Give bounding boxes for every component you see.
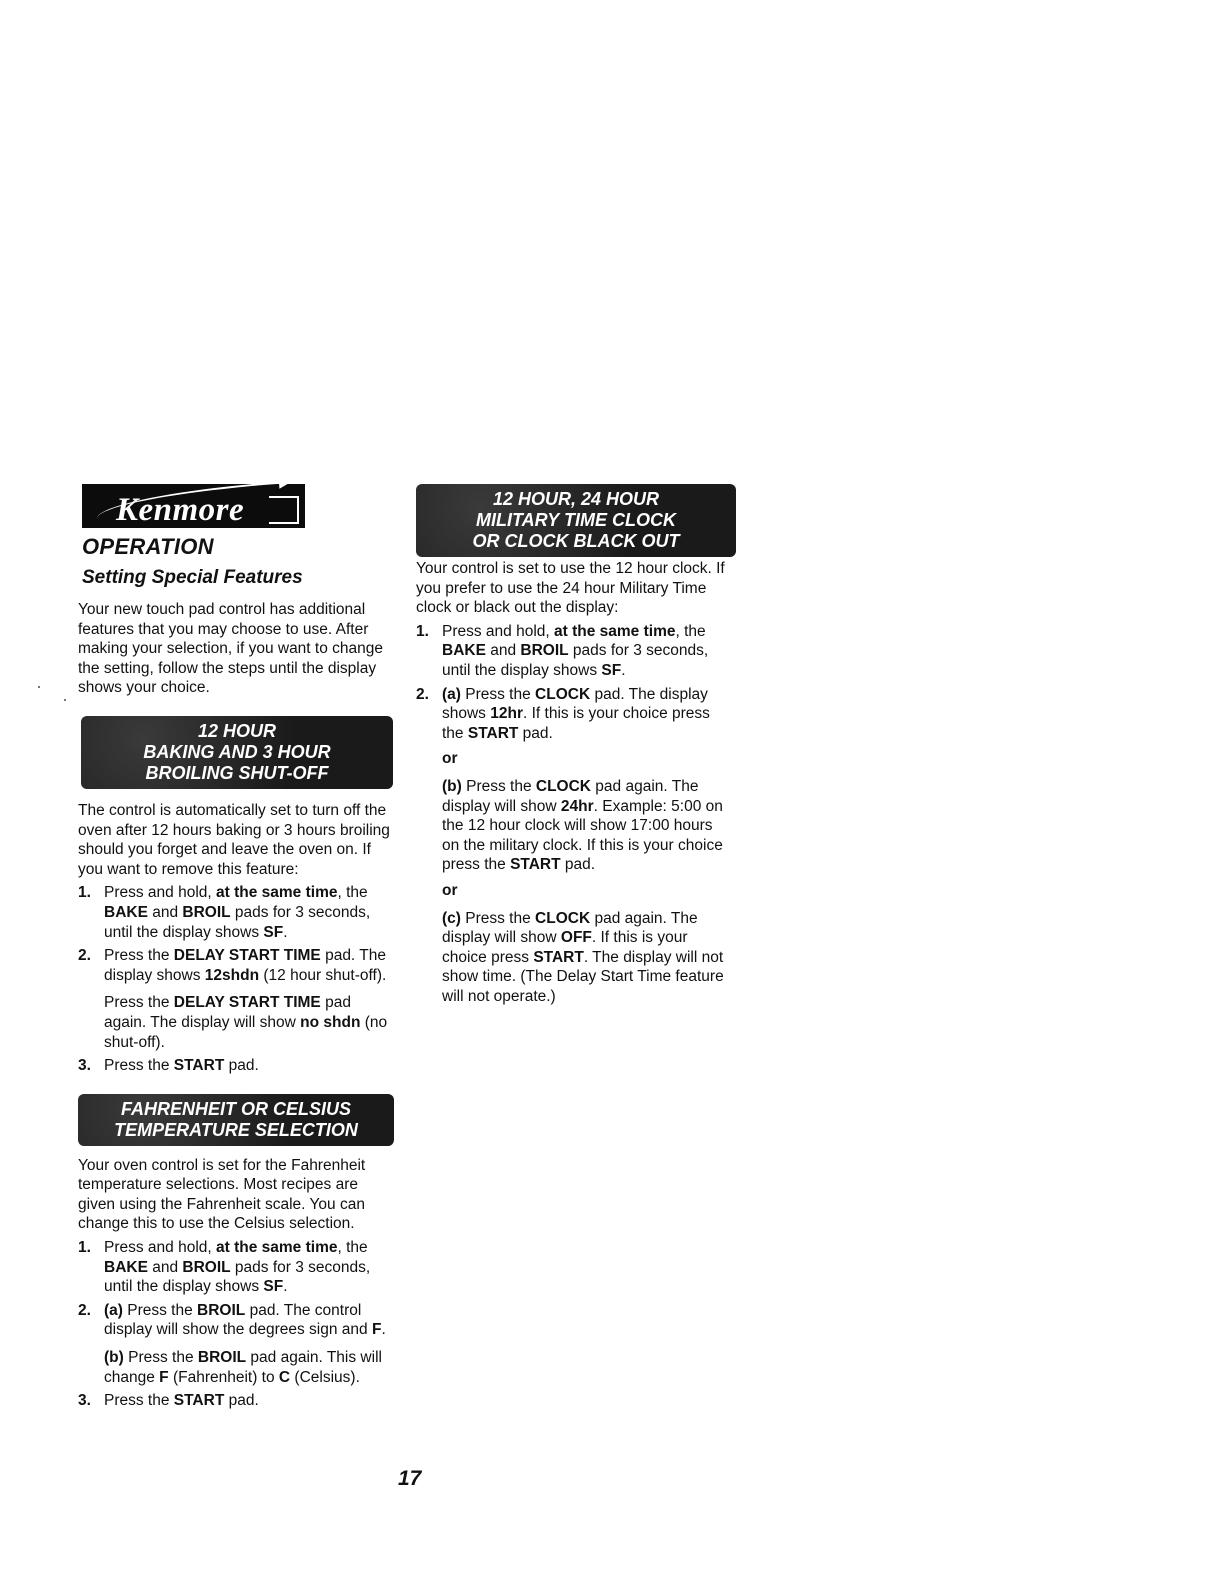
step-text: and (147, 903, 183, 921)
pad-name: START (173, 1057, 225, 1075)
pad-name: BROIL (182, 903, 231, 921)
step-text: (12 hour shut-off). (259, 966, 387, 984)
pad-name: CLOCK (535, 777, 591, 795)
sub-step-label: (b) (104, 1349, 124, 1367)
kenmore-logo (82, 484, 305, 528)
step-text: Press the (104, 947, 174, 965)
step-text: pad. (560, 856, 596, 874)
display-code: OFF (560, 929, 592, 947)
temperature-banner (78, 1094, 394, 1146)
step-text: Press the (104, 1057, 174, 1075)
banner-line: FAHRENHEIT OR CELSIUS (120, 1098, 352, 1119)
clock-paragraph: Your control is set to use the 12 hour clock. If you prefer to use the 24 hour Military Time clock or black out the display: (416, 560, 725, 617)
step-text: . The display will not show time. (The Delay Start Time feature will not operate.) (442, 948, 724, 1005)
display-code: C (278, 1368, 291, 1386)
clock-banner (416, 484, 736, 557)
right-column (416, 484, 734, 1006)
sub-step-label: (b) (442, 777, 462, 795)
step-text: Press the (460, 685, 536, 703)
step-emphasis: at the same time (216, 884, 338, 902)
pad-name: BAKE (104, 903, 148, 921)
step-text: pad again. The display will show (442, 777, 699, 815)
shutoff-step-2 (78, 946, 396, 1052)
step-text: Press and hold, (104, 1239, 217, 1257)
display-code: SF (263, 1278, 284, 1296)
step-text: (no shut-off). (104, 1013, 388, 1051)
display-code: 12shdn (204, 966, 260, 984)
step-text: pad. (518, 724, 553, 742)
temperature-step-1 (78, 1238, 396, 1297)
pad-name: BAKE (442, 642, 486, 660)
temperature-steps (78, 1238, 396, 1411)
step-number: 1. (78, 1239, 91, 1257)
or-separator: or (442, 750, 458, 768)
step-number: 2. (78, 1301, 91, 1319)
banner-line: 12 HOUR, 24 HOUR (492, 489, 660, 509)
pad-name: DELAY START TIME (173, 947, 321, 965)
display-code: SF (601, 661, 622, 679)
step-text: pad. The display shows (104, 947, 386, 984)
step-text: Press the (461, 777, 536, 795)
temperature-step-2b (104, 1348, 396, 1387)
step-text: . If this is your choice press (442, 929, 688, 966)
step-text: . (621, 661, 626, 679)
clock-step-2c (442, 909, 734, 1007)
pad-name: START (467, 724, 519, 742)
step-text: , the (337, 884, 368, 902)
step-emphasis: at the same time (216, 1239, 338, 1257)
display-code: F (371, 1321, 382, 1339)
section-title: OPERATION (82, 534, 214, 559)
step-text: Press the (104, 1392, 174, 1410)
step-text: . Example: 5:00 on the 12 hour clock will show 17:00 hours on the military clock. If this is your choice press the (442, 797, 723, 874)
clock-step-1 (416, 622, 734, 681)
step-text: Press the (460, 909, 536, 927)
scan-speck (38, 686, 40, 688)
step-text: pads for 3 seconds, until the display shows (442, 642, 709, 679)
pad-name: DELAY START TIME (173, 994, 321, 1012)
step-text: . (381, 1321, 386, 1339)
clock-step-2 (416, 685, 734, 1007)
step-text: pad again. The display will show (442, 909, 698, 947)
display-code: 24hr (560, 797, 594, 815)
shutoff-steps (78, 883, 396, 1075)
step-number: 1. (416, 622, 429, 640)
left-column (78, 484, 396, 1411)
pad-name: START (510, 856, 561, 874)
scan-speck (64, 699, 66, 701)
step-text: pad again. The display will show (104, 994, 351, 1031)
step-number: 2. (78, 947, 91, 965)
banner-line: MILITARY TIME CLOCK (475, 510, 676, 530)
step-text: Press and hold, (442, 622, 555, 640)
clock-steps (416, 622, 734, 1007)
step-number: 3. (78, 1392, 91, 1410)
step-text: Press the (123, 1349, 198, 1367)
step-text: pad. The display shows (442, 685, 708, 723)
step-emphasis: at the same time (554, 622, 676, 640)
step-text: and (485, 642, 521, 660)
step-number: 1. (78, 884, 91, 902)
step-number: 3. (78, 1057, 91, 1075)
step-text: (Celsius). (290, 1368, 360, 1386)
temperature-step-2 (78, 1301, 396, 1387)
clock-step-2b (442, 777, 734, 875)
banner-line: BROILING SHUT-OFF (145, 762, 329, 783)
page-number: 17 (398, 1467, 422, 1490)
sub-step-label: (c) (442, 909, 461, 927)
display-code: no shdn (300, 1013, 361, 1031)
step-text: , the (337, 1239, 368, 1257)
step-text: pad. (224, 1392, 259, 1410)
banner-line: 12 HOUR (197, 720, 277, 741)
step-text: , the (675, 622, 706, 640)
shutoff-step-1 (78, 883, 396, 942)
step-text: Press the (122, 1301, 198, 1319)
display-code: SF (263, 923, 284, 941)
intro-paragraph: Your new touch pad control has additional features that you may choose to use. After making your selection, if you want to change the setting, follow the steps until the display shows your choice. (78, 601, 384, 697)
display-code: 12hr (490, 705, 523, 723)
shutoff-step-3 (78, 1056, 396, 1076)
or-separator: or (442, 881, 458, 899)
step-number: 2. (416, 685, 429, 703)
step-text: Press and hold, (104, 884, 217, 902)
subsection-title: Setting Special Features (82, 567, 303, 588)
pad-name: CLOCK (535, 685, 591, 703)
step-text: pad again. This will change (104, 1349, 382, 1386)
pad-name: START (533, 948, 584, 966)
logo-frame-icon (269, 496, 299, 524)
logo-text: Kenmore (116, 492, 245, 528)
sub-step-label: (a) (104, 1301, 123, 1319)
pad-name: CLOCK (535, 909, 591, 927)
step-text: (Fahrenheit) to (168, 1368, 279, 1386)
step-text: pad. (224, 1057, 259, 1075)
pad-name: BROIL (520, 642, 569, 660)
pad-name: BAKE (104, 1258, 148, 1276)
step-text: pads for 3 seconds, until the display shows (104, 903, 371, 941)
step-text: pad. The control display will show the degrees sign and (104, 1301, 372, 1339)
step-text: . (283, 1278, 288, 1296)
shutoff-step-2-continued (104, 993, 396, 1052)
display-code: F (159, 1368, 169, 1386)
shutoff-banner (81, 716, 393, 789)
banner-line: BAKING AND 3 HOUR (143, 741, 331, 762)
step-text: . If this is your choice press the (442, 705, 710, 742)
step-text: Press the (104, 994, 174, 1012)
pad-name: BROIL (182, 1258, 231, 1276)
banner-line: TEMPERATURE SELECTION (114, 1119, 358, 1140)
pad-name: BROIL (197, 1301, 246, 1319)
sub-step-label: (a) (442, 685, 461, 703)
temperature-paragraph: Your oven control is set for the Fahrenheit temperature selections. Most recipes are given using the Fahrenheit scale. You can change this to use the Celsius selection. (78, 1156, 366, 1233)
pad-name: START (173, 1392, 225, 1410)
pad-name: BROIL (197, 1349, 247, 1367)
step-text: . (283, 923, 288, 941)
shutoff-paragraph: The control is automatically set to turn off the oven after 12 hours baking or 3 hours broiling should you forget and leave the oven on. If you want to remove this feature: (78, 801, 390, 878)
temperature-step-3 (78, 1391, 396, 1411)
step-text: pads for 3 seconds, until the display shows (104, 1258, 371, 1296)
step-text: and (147, 1258, 183, 1276)
banner-line: OR CLOCK BLACK OUT (472, 531, 680, 551)
